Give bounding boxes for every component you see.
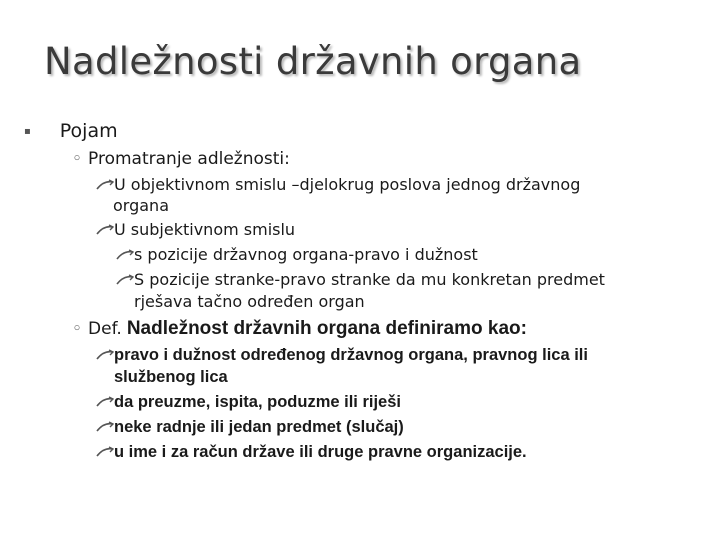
arrow-bullet-icon: [116, 271, 134, 283]
s-pozicije-stranke-text: S pozicije stranke-pravo stranke da mu konkretan predmet: [134, 270, 605, 289]
arrow-bullet-icon: [96, 394, 114, 406]
subjektivnom-text: U subjektivnom smislu: [114, 220, 296, 239]
bullet-pravo-i-duznost: [96, 346, 588, 365]
arrow-bullet-icon: [96, 419, 114, 431]
objektivnom-text-cont: organa: [113, 196, 169, 215]
bullet-promatranje: [72, 149, 290, 169]
bullet-s-pozicije-organa: [116, 245, 478, 264]
arrow-bullet-icon: [96, 176, 114, 188]
bullet-objektivnom: [96, 175, 580, 194]
da-preuzme-text: da preuzme, ispita, poduzme ili riješi: [114, 393, 401, 411]
bullet-neke-radnje: [96, 418, 404, 437]
bullet-pojam: [24, 120, 118, 142]
pojam-text: Pojam: [59, 120, 118, 142]
circle-bullet-icon: ◦: [72, 319, 83, 339]
bullet-definicija: [72, 318, 527, 340]
promatranje-text: Promatranje adležnosti:: [88, 149, 290, 169]
objektivnom-text: U objektivnom smislu –djelokrug poslova jednog državnog: [114, 175, 581, 194]
slide-title: Nadležnosti državnih organa: [44, 40, 582, 83]
neke-radnje-text: neke radnje ili jedan predmet (slučaj): [114, 418, 404, 436]
pravo-i-duznost-text: pravo i dužnost određenog državnog organa, pravnog lica ili: [114, 346, 588, 364]
bullet-u-ime-drzave: [96, 443, 527, 462]
u-ime-drzave-text: u ime i za račun države ili druge pravne organizacije.: [114, 443, 527, 461]
definicija-text: Nadležnost državnih organa definiramo kao:: [126, 318, 527, 339]
def-prefix: Def.: [88, 319, 122, 339]
pravo-i-duznost-text-cont: službenog lica: [114, 368, 228, 386]
arrow-bullet-icon: [96, 444, 114, 456]
s-pozicije-organa-text: s pozicije državnog organa-pravo i dužnost: [134, 245, 478, 264]
circle-bullet-icon: ◦: [72, 149, 83, 169]
arrow-bullet-icon: [116, 246, 134, 258]
arrow-bullet-icon: [96, 347, 114, 359]
square-bullet-icon: ▪: [24, 126, 31, 137]
s-pozicije-stranke-text-cont: rješava tačno određen organ: [134, 292, 365, 311]
bullet-subjektivnom: [96, 220, 295, 239]
arrow-bullet-icon: [96, 221, 114, 233]
bullet-s-pozicije-stranke: [116, 270, 605, 289]
bullet-da-preuzme: [96, 393, 401, 412]
